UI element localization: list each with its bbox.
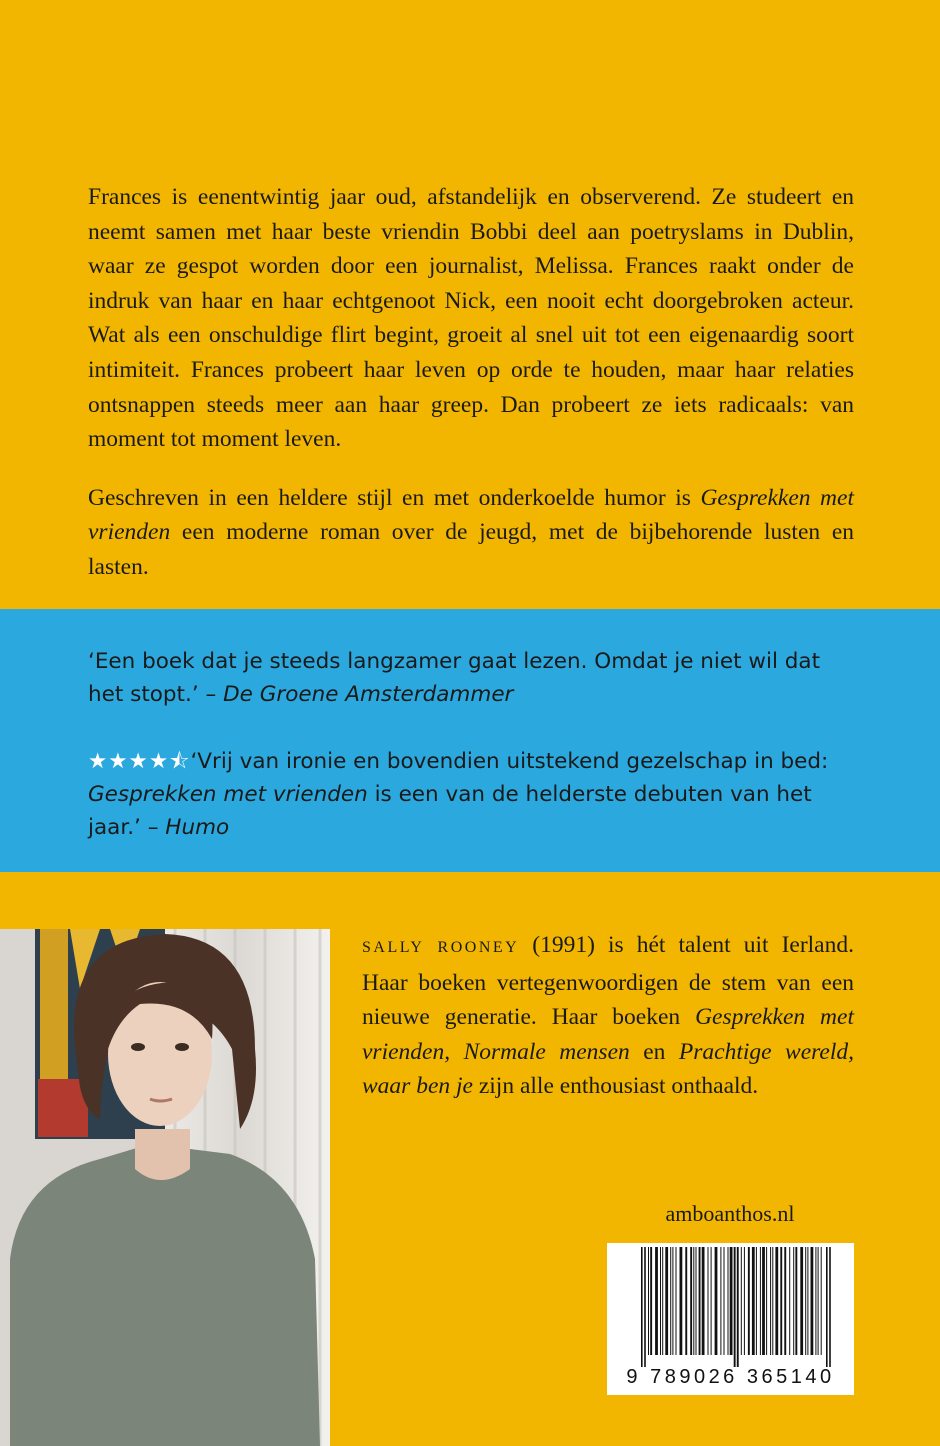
barcode-bar xyxy=(693,1247,694,1355)
barcode-bar xyxy=(795,1247,797,1355)
barcode-bar xyxy=(744,1247,745,1355)
barcode-bar xyxy=(775,1247,778,1355)
barcode-bar xyxy=(772,1247,773,1355)
barcode-bar xyxy=(760,1247,761,1355)
barcode-bar xyxy=(741,1247,742,1355)
barcode-bar xyxy=(780,1247,782,1355)
bio-text: zijn alle enthousiast onthaald. xyxy=(472,1073,759,1099)
barcode-bar xyxy=(665,1247,668,1355)
synopsis xyxy=(88,180,854,585)
review-quote-2 xyxy=(88,745,858,844)
quote-text: is een van de helderste debuten van het jaar.’ – xyxy=(88,782,812,840)
star-rating: ★★★★⯪ xyxy=(88,749,191,774)
book-title: Gesprekken met vrienden xyxy=(88,484,854,546)
review-quote-1 xyxy=(88,645,858,711)
quote-source: Humo xyxy=(165,815,230,840)
book-title: Gesprekken met vrienden xyxy=(88,782,368,807)
barcode-bar xyxy=(762,1247,765,1355)
barcode-bar xyxy=(805,1247,806,1355)
barcode-bar xyxy=(680,1247,683,1355)
barcode-bar xyxy=(734,1247,736,1367)
synopsis-text: Geschreven in een heldere stijl en met onderkoelde humor is xyxy=(88,484,701,511)
barcode-bar xyxy=(829,1247,831,1367)
barcode-bar xyxy=(644,1247,646,1367)
barcode-bar xyxy=(800,1247,803,1355)
barcode-bar xyxy=(660,1247,661,1355)
quote-text: ‘Vrij van ironie en bovendien uitstekend gezelschap in bed: xyxy=(190,749,829,774)
barcode-bar xyxy=(720,1247,721,1355)
barcode-bar xyxy=(650,1247,652,1355)
barcode-bar xyxy=(770,1247,771,1355)
synopsis-paragraph-2 xyxy=(88,481,854,585)
barcode-bar xyxy=(708,1247,709,1355)
barcode-bar xyxy=(730,1247,733,1355)
barcode-bar xyxy=(807,1247,808,1355)
barcode-bar xyxy=(702,1247,705,1355)
barcode-bar xyxy=(766,1247,767,1355)
barcode-bar xyxy=(784,1247,786,1355)
synopsis-text: een moderne roman over de jeugd, met de bijbehorende lusten en lasten. xyxy=(88,519,854,580)
author-photo-illustration xyxy=(0,929,330,1446)
barcode-bar xyxy=(699,1247,701,1355)
barcode-bar xyxy=(756,1247,757,1355)
barcode-bar xyxy=(662,1247,663,1355)
author-name: SALLY ROONEY xyxy=(362,939,520,956)
barcode-bar xyxy=(811,1247,814,1355)
barcode-bar xyxy=(748,1247,750,1355)
book-title: Prachtige wereld, waar ben je xyxy=(362,1038,854,1099)
barcode xyxy=(607,1243,854,1395)
barcode-bar xyxy=(821,1247,822,1355)
barcode-bar xyxy=(826,1247,828,1367)
bio-text: (1991) is hét talent uit Ierland. Haar boeken vertegenwoordigen de stem van een nieuwe generatie. Haar boeken xyxy=(362,932,854,1030)
barcode-bar xyxy=(818,1247,819,1355)
barcode-bar xyxy=(715,1247,718,1355)
quote-source: De Groene Amsterdammer xyxy=(223,682,514,707)
bio-text: en xyxy=(629,1038,679,1065)
barcode-bar xyxy=(789,1247,790,1355)
publisher-website: amboanthos.nl xyxy=(665,1201,795,1226)
barcode-bar xyxy=(793,1247,794,1355)
review-quotes-band xyxy=(0,609,940,872)
barcode-bar xyxy=(641,1247,643,1367)
barcode-bar xyxy=(670,1247,671,1355)
barcode-bar xyxy=(737,1247,739,1367)
synopsis-paragraph-1: Frances is eenentwintig jaar oud, afstandelijk en observerend. Ze studeert en neemt samen met haar beste vriendin Bobbi deel aan poetryslams in Dublin, waar ze gespot worden door een journalist, Melissa. Frances raakt onder de indruk van haar en haar echtgenoot Nick, een nooit echt doorgebroken acteur. Wat als een onschuldige flirt begint, groeit al snel uit tot een eigenaardig soort intimiteit. Frances probeert haar leven op orde te houden, maar haar relaties ontsnappen steeds meer aan haar greep. Dan probeert ze iets radicaals: van moment tot moment leven. xyxy=(88,184,854,453)
barcode-bar xyxy=(696,1247,697,1355)
book-title: Normale mensen xyxy=(463,1038,630,1065)
book-title: Gesprekken met vrienden, xyxy=(362,1004,854,1065)
barcode-bar xyxy=(724,1247,725,1355)
barcode-bar xyxy=(728,1247,729,1355)
barcode-bar xyxy=(685,1247,687,1355)
barcode-bar xyxy=(711,1247,712,1355)
isbn-number: 9 789026 365140 xyxy=(626,1366,835,1388)
barcode-bar xyxy=(676,1247,677,1355)
barcode-bar xyxy=(752,1247,755,1355)
barcode-bar xyxy=(648,1247,649,1355)
barcode-bar xyxy=(690,1247,692,1355)
quote-text: ‘Een boek dat je steeds langzamer gaat lezen. Omdat je niet wil dat het stopt.’ – xyxy=(88,649,821,707)
barcode-bar xyxy=(672,1247,673,1355)
barcode-bar xyxy=(815,1247,816,1355)
barcode-bar xyxy=(655,1247,658,1355)
author-photo xyxy=(0,929,330,1446)
author-bio xyxy=(362,928,854,1104)
